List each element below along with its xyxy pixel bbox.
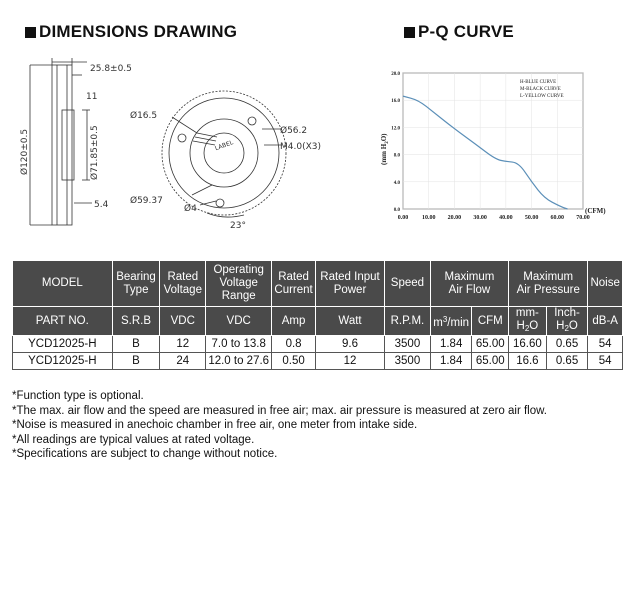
dim-59-37-label: Ø59.37 — [130, 196, 163, 206]
col-operating-voltage-l2: Voltage — [219, 277, 258, 289]
unit-mmh2o-base: H — [516, 320, 525, 332]
cell-operating-voltage: 12.0 to 27.6 — [206, 353, 272, 370]
pq-y-axis-label-main: (mm H — [380, 143, 388, 165]
cell-speed: 3500 — [385, 353, 431, 370]
col-bearing-type-l2: Type — [123, 283, 149, 296]
unit-vdc-rated: VDC — [160, 307, 206, 336]
col-operating-voltage — [206, 261, 272, 307]
col-rated-current-l1: Rated — [278, 270, 309, 283]
col-operating-voltage-l1: Operating — [213, 264, 264, 276]
note-line: *Noise is measured in anechoic chamber in free air, one meter from intake side. — [12, 419, 418, 431]
col-noise: Noise — [588, 261, 623, 307]
unit-m3min — [430, 307, 472, 336]
dimensions-heading — [25, 22, 237, 42]
table-row — [13, 353, 623, 370]
unit-vdc-operating: VDC — [206, 307, 272, 336]
col-max-air-pressure-l2: Air Pressure — [516, 283, 580, 296]
note-line: *Specifications are subject to change without notice. — [12, 448, 278, 460]
dim-depth-label: 25.8±0.5 — [90, 64, 132, 74]
unit-inchh2o-tail: O — [568, 320, 578, 332]
table-unit-row — [13, 307, 623, 336]
pq-x-tick-label: 30.00 — [473, 215, 487, 221]
pq-x-tick-label: 50.00 — [524, 215, 539, 221]
pq-y-ticks — [391, 72, 400, 213]
col-rated-voltage-l1: Rated — [167, 270, 199, 283]
cell-model: YCD12025-H — [13, 353, 113, 370]
pq-legend-yellow: L-YELLOW CURVE — [520, 94, 564, 99]
dim-5-4-label: 5.4 — [94, 200, 109, 210]
pq-curve-heading — [404, 22, 514, 42]
cell-model: YCD12025-H — [13, 336, 113, 353]
unit-srb: S.R.B — [112, 307, 160, 336]
pq-y-axis-label-sub: 2 — [385, 141, 390, 144]
unit-m3min-sup: 3 — [442, 314, 448, 324]
cell-rated-input: 12 — [315, 353, 384, 370]
col-max-air-pressure-l1: Maximum — [523, 270, 574, 283]
dim-diameter-label: Ø120±0.5 — [20, 128, 30, 175]
unit-inchh2o-sub: 2 — [564, 324, 569, 333]
cell-airflow-m3min: 1.84 — [430, 353, 472, 370]
pq-y-tick-label: 12.0 — [391, 126, 400, 132]
cell-rated-current: 0.50 — [272, 353, 316, 370]
cell-airflow-cfm: 65.00 — [472, 353, 509, 370]
cell-pressure-mm: 16.6 — [509, 353, 547, 370]
unit-mmh2o-top: mm- — [515, 307, 539, 319]
unit-dba: dB-A — [588, 307, 623, 336]
dim-11-label: 11 — [86, 92, 98, 102]
col-rated-input-l1: Rated Input — [320, 270, 380, 283]
pq-y-tick-label: 4.0 — [393, 180, 400, 186]
pq-x-tick-label: 10.00 — [421, 215, 436, 221]
dim-16-5-label: Ø16.5 — [130, 111, 158, 121]
col-max-air-flow — [430, 261, 508, 307]
dimensions-drawing — [12, 55, 321, 235]
col-rated-input-l2: Power — [333, 283, 367, 296]
pq-y-tick-label: 8.0 — [393, 153, 400, 159]
unit-m3min-tail: /min — [447, 316, 470, 329]
table-header-row — [13, 261, 623, 307]
cell-speed: 3500 — [385, 336, 431, 353]
col-rated-current — [272, 261, 316, 307]
pq-x-axis-label: (CFM) — [585, 207, 606, 215]
col-max-air-pressure — [509, 261, 588, 307]
col-operating-voltage-l3: Range — [221, 290, 256, 302]
note-line: *All readings are typical values at rated voltage. — [12, 433, 255, 446]
pq-legend-blue: H-BLUE CURVE — [520, 80, 557, 85]
dimensions-heading-text: DIMENSIONS DRAWING — [39, 22, 238, 41]
note-line: *The max. air flow and the speed are measured in free air; max. air pressure is measured at zero air flow. — [12, 404, 547, 417]
unit-inchh2o — [546, 307, 588, 336]
pq-y-tick-label: 16.0 — [391, 99, 400, 105]
pq-x-tick-label: 70.00 — [576, 215, 590, 221]
pq-y-tick-label: 0.0 — [393, 208, 400, 213]
unit-inchh2o-top: Inch- — [554, 307, 580, 319]
dim-hub-label: Ø71.85±0.5 — [90, 125, 100, 180]
col-rated-current-l2: Current — [274, 283, 313, 296]
fan-front-view — [162, 91, 286, 217]
square-bullet-icon — [25, 27, 36, 38]
unit-mmh2o-tail: O — [529, 320, 539, 332]
unit-part-no: PART NO. — [13, 307, 113, 336]
unit-inchh2o-base: H — [556, 320, 565, 332]
unit-mmh2o — [509, 307, 547, 336]
cell-pressure-inch: 0.65 — [546, 353, 588, 370]
unit-rpm: R.P.M. — [385, 307, 431, 336]
pq-y-tick-label: 20.0 — [391, 72, 400, 77]
col-max-air-flow-l1: Maximum — [444, 270, 495, 283]
pq-x-tick-label: 40.00 — [499, 215, 513, 221]
cell-noise: 54 — [588, 336, 623, 353]
pq-y-axis-label — [380, 133, 390, 165]
spec-table — [12, 260, 623, 370]
col-bearing-type — [112, 261, 160, 307]
pq-x-ticks — [398, 215, 590, 221]
dim-4-label: Ø4 — [184, 204, 197, 214]
dim-angle-label: 23° — [230, 221, 246, 231]
cell-rated-current: 0.8 — [272, 336, 316, 353]
pq-legend-black: M-BLACK CURVE — [520, 87, 561, 92]
col-rated-voltage — [160, 261, 206, 307]
pq-x-tick-label: 20.00 — [447, 215, 462, 221]
cell-airflow-m3min: 1.84 — [430, 336, 472, 353]
cell-pressure-mm: 16.60 — [509, 336, 547, 353]
table-row — [13, 336, 623, 353]
notes — [12, 389, 547, 462]
unit-amp: Amp — [272, 307, 316, 336]
cell-rated-input: 9.6 — [315, 336, 384, 353]
col-max-air-flow-l2: Air Flow — [448, 283, 491, 296]
col-model: MODEL — [13, 261, 113, 307]
note-line: *Function type is optional. — [12, 390, 144, 402]
cell-rated-voltage: 24 — [160, 353, 206, 370]
col-speed: Speed — [385, 261, 431, 307]
square-bullet-icon — [404, 27, 415, 38]
cell-rated-voltage: 12 — [160, 336, 206, 353]
fan-side-view — [30, 58, 92, 225]
unit-cfm: CFM — [472, 307, 509, 336]
unit-mmh2o-sub: 2 — [524, 324, 530, 333]
hub-label-text: LABEL — [214, 139, 235, 153]
cell-bearing: B — [112, 336, 160, 353]
cell-pressure-inch: 0.65 — [546, 336, 588, 353]
pq-curve-heading-text: P-Q CURVE — [418, 22, 514, 41]
col-rated-input — [315, 261, 384, 307]
pq-curve-chart — [375, 65, 605, 240]
unit-m3min-base: m — [433, 316, 443, 329]
dim-m4-label: M4.0(X3) — [280, 142, 321, 152]
col-bearing-type-l1: Bearing — [116, 270, 156, 283]
cell-airflow-cfm: 65.00 — [472, 336, 509, 353]
cell-operating-voltage: 7.0 to 13.8 — [206, 336, 272, 353]
pq-x-tick-label: 60.00 — [550, 215, 565, 221]
cell-bearing: B — [112, 353, 160, 370]
dim-56-2-label: Ø56.2 — [280, 126, 308, 136]
unit-watt: Watt — [315, 307, 384, 336]
col-rated-voltage-l2: Voltage — [163, 283, 202, 296]
cell-noise: 54 — [588, 353, 623, 370]
pq-y-axis-label-close: O) — [380, 133, 388, 142]
pq-x-tick-label: 0.00 — [397, 215, 409, 221]
